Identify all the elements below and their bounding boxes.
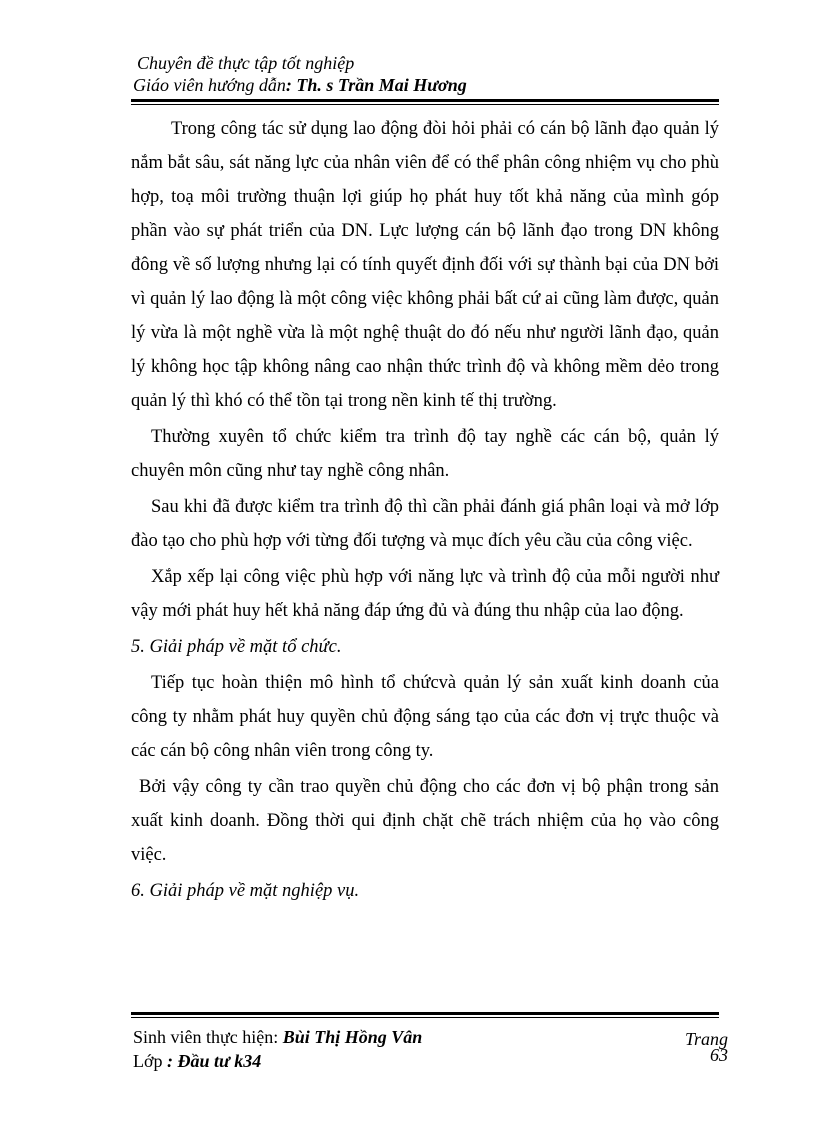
page-number-block	[685, 1031, 728, 1063]
class-label: Lớp	[133, 1051, 168, 1071]
page-footer	[133, 1025, 728, 1073]
advisor-label: Giáo viên hướng dẫn	[133, 75, 286, 95]
paragraph-4: Xắp xếp lại công việc phù hợp với năng lực và trình độ của mỗi người như vậy mới phát huy hết khả năng đáp ứng đủ và đúng thu nhập của lao động.	[131, 567, 719, 621]
section-heading-5: 5. Giải pháp về mặt tổ chức.	[131, 637, 342, 657]
paragraph-5: Tiếp tục hoàn thiện mô hình tổ chứcvà quản lý sản xuất kinh doanh của công ty nhằm phát huy quyền chủ động sáng tạo của các đơn vị trực thuộc và các cán bộ công nhân viên trong công ty.	[131, 673, 719, 761]
advisor-name: : Th. s Trần Mai Hương	[285, 75, 467, 95]
student-line	[133, 1025, 728, 1049]
header-divider	[131, 99, 719, 105]
section-heading-6: 6. Giải pháp về mặt nghiệp vụ.	[131, 881, 360, 901]
page-header	[133, 52, 723, 96]
student-label: Sinh viên thực hiện:	[133, 1027, 283, 1047]
page-body	[131, 112, 719, 908]
paragraph-3: Sau khi đã được kiểm tra trình độ thì cần phải đánh giá phân loại và mở lớp đào tạo cho phù hợp với từng đối tượng và mục đích yêu cầu của công việc.	[131, 497, 719, 551]
document-subtitle: Chuyên đề thực tập tốt nghiệp	[137, 53, 355, 73]
page-number: 63	[710, 1045, 728, 1065]
paragraph-6: Bởi vậy công ty cần trao quyền chủ động cho các đơn vị bộ phận trong sản xuất kinh doanh. Đồng thời qui định chặt chẽ trách nhiệm của họ vào công việc.	[131, 777, 719, 865]
paragraph-2: Thường xuyên tổ chức kiểm tra trình độ tay nghề các cán bộ, quản lý chuyên môn cũng như tay nghề công nhân.	[131, 427, 719, 481]
class-line	[133, 1045, 728, 1073]
advisor-line	[133, 74, 723, 96]
footer-divider	[131, 1012, 719, 1018]
page-label: Trang	[684, 1029, 728, 1049]
class-name: : Đầu tư k34	[167, 1051, 262, 1071]
student-name: Bùi Thị Hồng Vân	[282, 1027, 423, 1047]
paragraph-1: Trong công tác sử dụng lao động đòi hỏi phải có cán bộ lãnh đạo quản lý nắm bắt sâu, sát năng lực của nhân viên để có thể phân công nhiệm vụ cho phù hợp, toạ môi trường thuận lợi giúp họ phát huy tốt khả năng của mình góp phần vào sự phát triển của DN. Lực lượng cán bộ lãnh đạo trong DN không đông về số lượng nhưng lại có tính quyết định đối với sự thành bại của DN bởi vì quản lý lao động là một công việc không phải bất cứ ai cũng làm được, quản lý vừa là một nghề vừa là một nghệ thuật do đó nếu như người lãnh đạo, quản lý không học tập không nâng cao nhận thức trình độ và không mềm dẻo trong quản lý thì khó có thể tồn tại trong nền kinh tế thị trường.	[131, 119, 719, 411]
